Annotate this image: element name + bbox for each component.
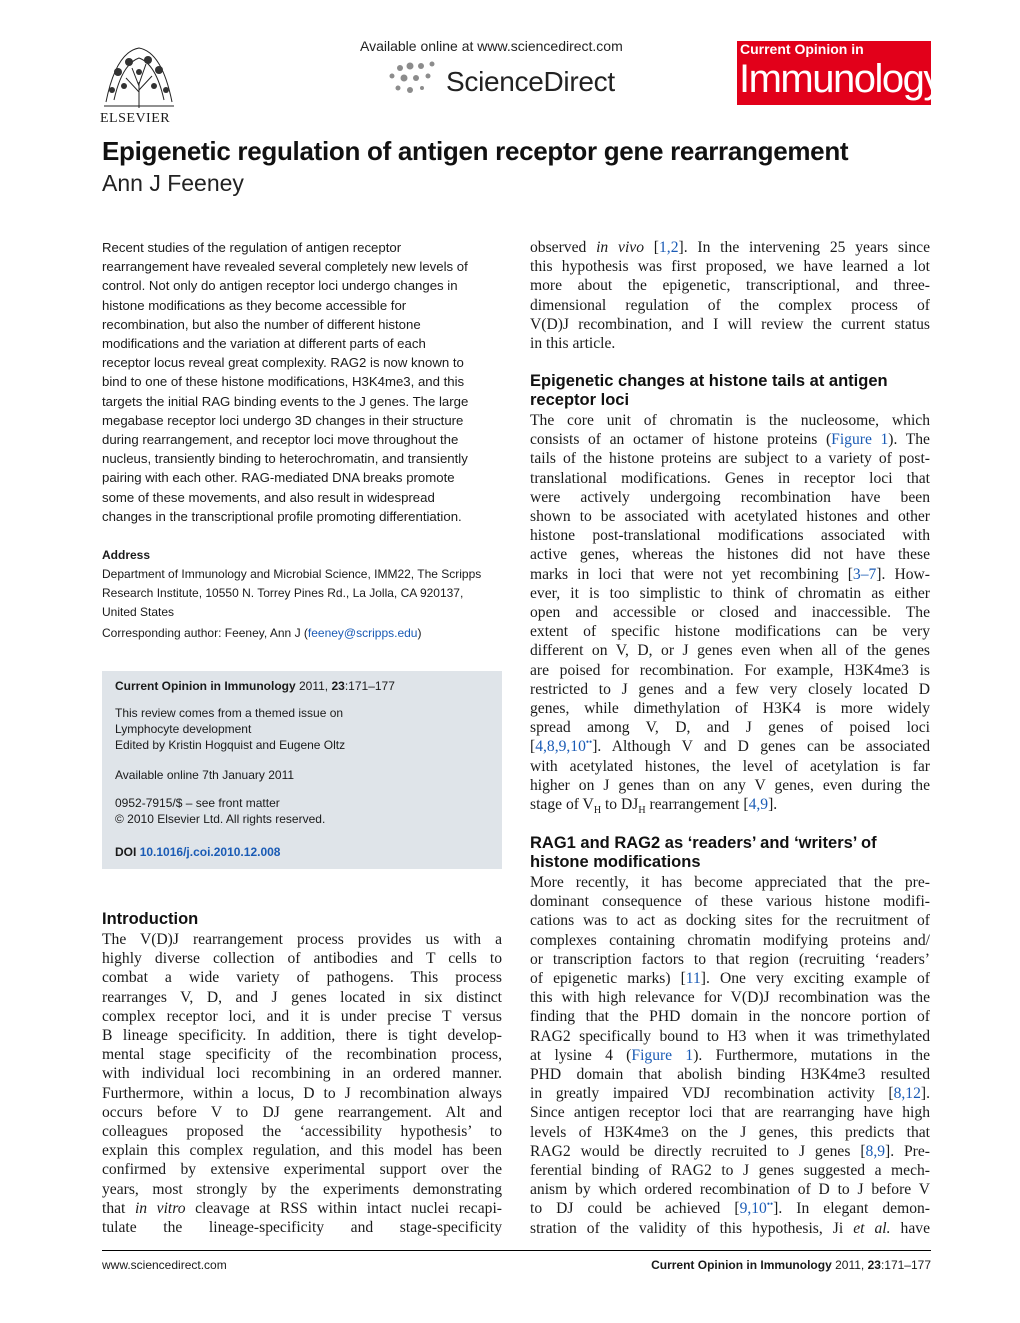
body-line: explain this complex regulation, and this model has been xyxy=(102,1142,502,1160)
reference-link[interactable]: 11 xyxy=(685,970,701,988)
body-line: in this article. xyxy=(530,335,616,353)
theme-line: This review comes from a themed issue on xyxy=(115,706,344,720)
abstract-line: modifications and the variation at different parts of each xyxy=(102,336,426,352)
body-line: colleagues proposed the ‘accessibility hypothesis’ to xyxy=(102,1123,502,1141)
theme-line: Lymphocyte development xyxy=(115,722,252,736)
body-line: tails of the histone proteins are subject to a variety of post- xyxy=(530,450,930,468)
abstract-line: nucleus, transiently binding to heterochromatin, and transiently xyxy=(102,451,468,467)
body-line: ferential binding of RAG2 to J genes suggested a mech- xyxy=(530,1162,930,1180)
body-line: complexes containing chromatin modifying proteins and/ xyxy=(530,931,930,949)
body-line: at lysine 4 (Figure 1). Furthermore, mutations in the xyxy=(530,1046,931,1064)
footer-year: 2011, xyxy=(835,1258,865,1272)
footer-pages: :171–177 xyxy=(880,1258,931,1272)
body-line: of epigenetic marks) [11]. One very exciting example of xyxy=(530,970,930,988)
corresponding-prefix: Corresponding author: Feeney, Ann J ( xyxy=(102,626,308,640)
body-line: cations was to act as docking sites for the recruitment of xyxy=(530,912,930,930)
abstract-line: Recent studies of the regulation of antigen receptor xyxy=(102,240,402,255)
body-line: stration of the validity of this hypothesis, Ji et al. have xyxy=(530,1219,930,1237)
body-line: The V(D)J rearrangement process provides us with a xyxy=(102,931,502,948)
body-line: stage of $V_H$ to $DJ_H$ rearrangement [4,9]. xyxy=(530,796,778,817)
section-heading-histone xyxy=(530,372,888,410)
body-line: years, most strongly by the experiments demonstrating xyxy=(102,1180,502,1198)
available-online-date: Available online 7th January 2011 xyxy=(115,768,295,782)
address-line: Research Institute, 10550 N. Torrey Pines Rd., La Jolla, CA 920137, xyxy=(102,586,464,600)
issn-line: 0952-7915/$ – see front matter xyxy=(115,796,280,810)
copyright-line: © 2010 Elsevier Ltd. All rights reserved. xyxy=(115,812,326,826)
abstract-line: rearrangement have revealed several completely new levels of xyxy=(102,259,468,275)
body-line: B lineage specificity. In addition, there is tight develop- xyxy=(102,1027,502,1045)
body-line: rearranges V, D, and J genes located in six distinct xyxy=(102,988,502,1006)
available-online-text: Available online at www.sciencedirect.com xyxy=(360,38,623,54)
body-line: occurs before V to DJ gene rearrangement. Alt and xyxy=(102,1103,502,1121)
body-line: open and accessible or closed and inaccessible. The xyxy=(530,604,930,622)
body-line: were actively undergoing recombination have been xyxy=(530,488,930,506)
body-right-column-rag xyxy=(530,873,930,1238)
body-line: dimensional regulation of the complex process of xyxy=(530,296,930,314)
body-line: active genes, whereas the histones did not have these xyxy=(530,546,930,564)
body-line: histone post-translational modifications associated with xyxy=(530,527,930,545)
journal-logo xyxy=(737,41,942,105)
abstract xyxy=(102,238,494,526)
section-heading-introduction: Introduction xyxy=(102,910,199,928)
theme-line: Edited by Kristin Hogquist and Eugene Oltz xyxy=(115,738,346,752)
journal-logo-big: Immunology xyxy=(739,57,942,101)
article-author: Ann J Feeney xyxy=(102,170,244,196)
body-line: this with high relevance for V(D)J recombination was the xyxy=(530,989,930,1007)
body-line: ever, it is too simplistic to think of chromatin as either xyxy=(530,584,930,602)
corresponding-suffix: ) xyxy=(417,626,422,640)
body-line: mental stage specificity of the recombination process, xyxy=(102,1046,502,1064)
article-info-box xyxy=(102,671,502,869)
footer-volume: 23 xyxy=(867,1258,881,1272)
body-line: RAG2 would be directly recruited to J genes [8,9]. Pre- xyxy=(530,1142,930,1160)
corresponding-author xyxy=(102,626,421,640)
body-line: V(D)J recombination, and I will review the current status xyxy=(530,315,930,333)
abstract-line: pairing with each other. RAG-mediated DNA breaks promote xyxy=(102,470,455,486)
heading-line: receptor loci xyxy=(530,391,630,409)
abstract-line: changes in the transcriptional profile promoting differentiation. xyxy=(102,508,462,524)
reference-link[interactable]: 1,2 xyxy=(659,239,679,256)
figure-link[interactable]: Figure 1 xyxy=(631,1046,694,1064)
journal-logo-small: Current Opinion in xyxy=(740,41,864,57)
figure-link[interactable]: Figure 1 xyxy=(831,431,889,449)
citation-year: 2011, xyxy=(299,679,329,693)
heading-line: histone modifications xyxy=(530,853,701,871)
section-heading-rag xyxy=(530,834,877,872)
body-line: to DJ could be achieved [9,10••]. In elegant demon- xyxy=(530,1199,930,1218)
body-line: with acetylated histones, the level of acetylation is far xyxy=(530,757,930,775)
body-line: PHD domain that abolish binding H3K4me3 resulted xyxy=(530,1066,930,1084)
address-line: United States xyxy=(102,605,175,619)
citation-pages: :171–177 xyxy=(344,679,395,693)
body-line: are poised for recombination. For example, H3K4me3 is xyxy=(530,661,930,679)
doi-link[interactable]: 10.1016/j.coi.2010.12.008 xyxy=(139,845,281,859)
body-line: consists of an octamer of histone proteins (Figure 1). The xyxy=(530,431,930,449)
address-heading: Address xyxy=(102,548,151,562)
citation-journal: Current Opinion in Immunology xyxy=(115,679,296,693)
body-right-column-top xyxy=(530,238,930,353)
body-line: marks in loci that were not yet recombining [3–7]. How- xyxy=(530,565,930,583)
address-line: Department of Immunology and Microbial Science, IMM22, The Scripps xyxy=(102,567,482,581)
body-line: this hypothesis was first proposed, we have learned a lot xyxy=(530,258,930,276)
body-line: Furthermore, within a locus, D to J recombination always xyxy=(102,1084,502,1102)
body-line: Since antigen receptor loci that are rearranging have high xyxy=(530,1104,930,1122)
reference-link[interactable]: 8,9 xyxy=(865,1142,886,1160)
body-line: with individual loci recombining in an ordered manner. xyxy=(102,1065,502,1083)
body-line: The core unit of chromatin is the nucleosome, which xyxy=(530,412,930,429)
abstract-line: receptor locus reveal great complexity. RAG2 is now known to xyxy=(102,355,464,371)
body-line: tulate the lineage-specificity and stage-specificity xyxy=(102,1219,502,1237)
footer-divider xyxy=(102,1250,931,1251)
sciencedirect-dots-icon xyxy=(386,58,446,98)
body-line: more about the epigenetic, transcriptional, and three- xyxy=(530,277,930,295)
body-line: confirmed by extensive experimental support over the xyxy=(102,1161,502,1179)
doi-label: DOI xyxy=(115,845,137,859)
body-line: RAG2 specifically bound to H3 when it was trimethylated xyxy=(530,1027,930,1045)
body-line: shown to be associated with acetylated histones and other xyxy=(530,508,930,526)
footer-website: www.sciencedirect.com xyxy=(102,1258,227,1272)
citation-volume: 23 xyxy=(331,679,345,693)
sciencedirect-wordmark: ScienceDirect xyxy=(446,66,615,97)
body-line: [4,8,9,10••]. Although V and D genes can be associated xyxy=(530,737,930,756)
body-line: levels of H3K4me3 on the J genes, this predicts that xyxy=(530,1123,930,1141)
body-line: More recently, it has become appreciated that the pre- xyxy=(530,874,930,891)
body-line: finding that the PHD domain in the noncore portion of xyxy=(530,1008,930,1026)
article-title: Epigenetic regulation of antigen receptor gene rearrangement xyxy=(102,136,849,166)
footer-journal: Current Opinion in Immunology xyxy=(651,1258,832,1272)
body-line: dominant consequence of these various histone modifi- xyxy=(530,893,930,911)
body-line: combat a wide variety of pathogens. This process xyxy=(102,969,502,987)
body-line: in greatly impaired VDJ recombination activity [8,12]. xyxy=(530,1085,930,1103)
abstract-line: histone modifications as they become accessible for xyxy=(102,297,407,313)
address-text xyxy=(102,565,481,622)
reference-link[interactable]: 8,12 xyxy=(893,1085,921,1103)
body-line: or transcription factors to that region (recruiting ‘readers’ xyxy=(530,950,930,968)
body-line: genes, while dimethylation of H3K4 is more widely xyxy=(530,700,930,718)
body-line: different on V, D, or J genes even when all of the genes xyxy=(530,642,930,660)
abstract-line: megabase receptor loci undergo 3D changes in their structure xyxy=(102,412,464,428)
abstract-line: bind to one of these histone modifications, H3K4me3, and this xyxy=(102,374,465,390)
body-line: restricted to J genes and a few very closely located D xyxy=(530,680,930,698)
abstract-line: recombination, but also the number of different histone xyxy=(102,316,421,332)
heading-line: Epigenetic changes at histone tails at antigen xyxy=(530,372,888,390)
footer-citation xyxy=(651,1258,931,1272)
body-line: observed in vivo [1,2]. In the intervening 25 years since xyxy=(530,239,930,256)
reference-link[interactable]: 4,8,9,10•• xyxy=(535,737,593,756)
body-line: anism by which ordered recombination of D to J before V xyxy=(530,1181,930,1199)
heading-line: RAG1 and RAG2 as ‘readers’ and ‘writers’ of xyxy=(530,834,877,852)
body-line: extent of specific histone modifications can be very xyxy=(530,623,930,641)
abstract-line: targets the initial RAG binding events to the J genes. The large xyxy=(102,393,469,409)
body-line: translational modifications. Genes in receptor loci that xyxy=(530,469,930,487)
body-line: spread among V, D, and J genes of poised loci xyxy=(530,719,930,737)
citation-line xyxy=(115,679,395,693)
body-left-column xyxy=(102,930,502,1237)
abstract-line: some of these movements, and also result in widespread xyxy=(102,489,435,505)
reference-link[interactable]: 3–7 xyxy=(852,565,877,583)
publisher-name: ELSEVIER xyxy=(100,111,171,126)
abstract-line: during rearrangement, and receptor loci move throughout the xyxy=(102,432,459,448)
body-right-column-histone xyxy=(530,411,930,817)
reference-link[interactable]: 9,10•• xyxy=(739,1199,774,1218)
body-line: complex receptor loci, and it is under precise T versus xyxy=(102,1007,502,1025)
author-email-link[interactable]: feeney@scripps.edu xyxy=(307,626,418,640)
reference-link[interactable]: 4,9 xyxy=(748,796,769,814)
body-line: that in vitro cleavage at RSS within intact nuclei recapi- xyxy=(102,1199,502,1217)
abstract-line: control. Not only do antigen receptor loci undergo changes in xyxy=(102,278,458,294)
doi-line xyxy=(115,845,280,859)
body-line: higher on J genes than on any V genes, even during the xyxy=(530,776,930,794)
body-line: highly diverse collection of antibodies and T cells to xyxy=(102,950,502,968)
